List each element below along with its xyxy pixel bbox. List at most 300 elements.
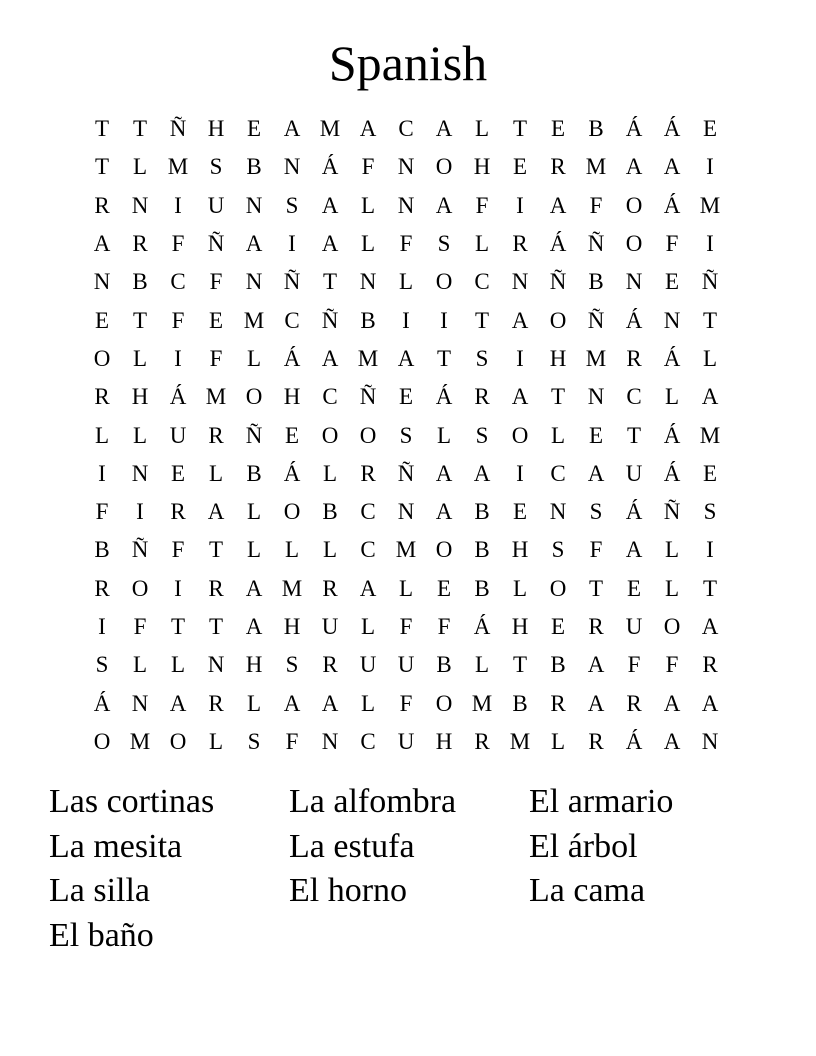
grid-letter[interactable]: E [436,575,452,601]
grid-letter[interactable]: A [435,499,453,525]
grid-letter[interactable]: Ñ [549,269,567,295]
grid-letter[interactable]: C [398,116,414,142]
grid-row [83,301,729,339]
grid-letter[interactable]: Á [321,154,339,180]
grid-letter[interactable]: F [589,537,603,563]
grid-letter[interactable]: Ñ [663,499,681,525]
grid-letter[interactable]: N [93,269,111,295]
grid-letter[interactable]: M [129,728,151,754]
grid-letter[interactable]: T [588,575,604,601]
grid-letter[interactable]: Ñ [169,116,187,142]
grid-letter[interactable]: Á [283,345,301,371]
grid-letter[interactable]: F [437,614,451,639]
grid-letter[interactable]: T [132,307,148,333]
grid-letter[interactable]: L [360,690,376,716]
grid-letter[interactable]: B [360,307,376,333]
grid-letter[interactable]: C [360,499,376,525]
grid-letter[interactable]: S [551,537,565,563]
grid-letter[interactable]: R [322,575,338,601]
grid-letter[interactable]: B [474,537,490,563]
grid-letter[interactable]: Ñ [587,231,605,257]
grid-letter[interactable]: Á [663,192,681,218]
grid-letter[interactable]: Á [435,384,453,410]
grid-letter[interactable]: M [585,154,607,180]
grid-letter[interactable]: T [512,116,528,142]
grid-letter[interactable]: A [511,307,529,333]
grid-letter[interactable]: F [171,537,185,563]
grid-letter[interactable]: R [474,728,490,754]
grid-letter[interactable]: M [585,345,607,371]
grid-letter[interactable]: E [664,269,680,295]
grid-letter[interactable]: M [699,192,721,218]
grid-letter[interactable]: T [702,575,718,601]
grid-letter[interactable]: E [550,614,566,639]
grid-letter[interactable]: E [702,116,718,142]
grid-letter[interactable]: L [360,231,376,257]
grid-letter[interactable]: A [245,614,263,639]
grid-letter[interactable]: R [512,231,528,257]
grid-letter[interactable]: E [284,422,300,448]
grid-letter[interactable]: B [588,116,604,142]
grid-letter[interactable]: T [94,154,110,180]
grid-letter[interactable]: T [512,652,528,678]
grid-letter[interactable]: O [169,728,187,754]
grid-letter[interactable]: I [402,307,410,333]
grid-letter[interactable]: Ñ [245,422,263,448]
grid-letter[interactable]: N [245,269,263,295]
grid-letter[interactable]: B [588,269,604,295]
grid-letter[interactable]: Á [625,307,643,333]
grid-letter[interactable]: M [167,154,189,180]
grid-letter[interactable]: R [132,231,148,257]
grid-letter[interactable]: A [435,192,453,218]
grid-letter[interactable]: L [360,192,376,218]
grid-letter[interactable]: E [512,499,528,525]
grid-letter[interactable]: R [626,345,642,371]
grid-letter[interactable]: U [207,192,225,218]
grid-letter[interactable]: L [284,537,300,563]
grid-letter[interactable]: S [399,422,413,448]
grid-letter[interactable]: Ñ [283,269,301,295]
grid-letter[interactable]: Ñ [587,307,605,333]
grid-letter[interactable]: S [475,345,489,371]
grid-letter[interactable]: O [93,345,111,371]
grid-letter[interactable]: Ñ [321,307,339,333]
grid-letter[interactable]: E [94,307,110,333]
grid-letter[interactable]: A [93,231,111,257]
grid-letter[interactable]: U [625,460,643,486]
grid-letter[interactable]: R [550,154,566,180]
grid-letter[interactable]: A [663,154,681,180]
grid-letter[interactable]: U [397,728,415,754]
grid-letter[interactable]: Ñ [701,269,719,295]
word-list-item: El armario [529,783,674,820]
grid-letter[interactable]: O [93,728,111,754]
grid-letter[interactable]: N [397,154,415,180]
grid-letter[interactable]: H [511,614,529,639]
grid-letter[interactable]: R [474,384,490,410]
grid-letter[interactable]: M [699,422,721,448]
grid-letter[interactable]: E [550,116,566,142]
grid-letter[interactable]: L [170,652,186,678]
grid-letter[interactable]: F [171,307,185,333]
grid-letter[interactable]: L [132,422,148,448]
grid-letter[interactable]: A [625,537,643,563]
grid-letter[interactable]: U [397,652,415,678]
grid-letter[interactable]: T [322,269,338,295]
grid-letter[interactable]: O [625,192,643,218]
grid-letter[interactable]: C [474,269,490,295]
grid-letter[interactable]: L [474,652,490,678]
grid-letter[interactable]: Á [625,116,643,142]
grid-letter[interactable]: L [322,537,338,563]
grid-letter[interactable]: I [440,307,448,333]
grid-letter[interactable]: I [516,460,524,486]
grid-letter[interactable]: N [131,460,149,486]
grid-letter[interactable]: M [509,728,531,754]
grid-letter[interactable]: I [706,154,714,180]
grid-letter[interactable]: L [550,422,566,448]
grid-letter[interactable]: I [516,345,524,371]
grid-letter[interactable]: T [550,384,566,410]
grid-letter[interactable]: N [397,499,415,525]
grid-letter[interactable]: I [174,345,182,371]
grid-letter[interactable]: S [247,728,261,754]
grid-letter[interactable]: O [435,537,453,563]
grid-letter[interactable]: A [625,154,643,180]
grid-letter[interactable]: T [208,537,224,563]
grid-letter[interactable]: A [397,345,415,371]
grid-letter[interactable]: R [170,499,186,525]
grid-letter[interactable]: M [319,116,341,142]
grid-letter[interactable]: Á [663,116,681,142]
grid-letter[interactable]: L [436,422,452,448]
grid-letter[interactable]: E [208,307,224,333]
grid-letter[interactable]: M [471,690,493,716]
grid-letter[interactable]: L [132,652,148,678]
grid-letter[interactable]: H [283,614,301,639]
grid-letter[interactable]: R [702,652,718,678]
grid-letter[interactable]: N [131,690,149,716]
grid-letter[interactable]: H [473,154,491,180]
grid-letter[interactable]: O [549,575,567,601]
grid-letter[interactable]: Ñ [207,231,225,257]
grid-letter[interactable]: L [664,537,680,563]
grid-letter[interactable]: S [437,231,451,257]
grid-letter[interactable]: I [136,499,144,525]
grid-letter[interactable]: A [283,690,301,716]
grid-letter[interactable]: O [435,154,453,180]
grid-letter[interactable]: L [132,345,148,371]
grid-letter[interactable]: B [436,652,452,678]
grid-letter[interactable]: Ñ [131,537,149,563]
grid-letter[interactable]: L [702,345,718,371]
grid-letter[interactable]: L [132,154,148,180]
grid-letter[interactable]: O [321,422,339,448]
grid-letter[interactable]: Ñ [397,460,415,486]
grid-letter[interactable]: L [474,116,490,142]
word-list-item: La cama [529,872,646,910]
grid-letter[interactable]: A [663,728,681,754]
grid-letter[interactable]: R [626,690,642,716]
grid-letter[interactable]: F [627,652,641,678]
grid-letter[interactable]: S [285,652,299,678]
grid-letter[interactable]: L [246,690,262,716]
grid-letter[interactable]: O [435,690,453,716]
grid-letter[interactable]: M [357,345,379,371]
grid-letter[interactable]: T [702,307,718,333]
grid-letter[interactable]: I [288,231,296,257]
grid-letter[interactable]: B [94,537,110,563]
grid-letter[interactable]: S [703,499,717,525]
grid-letter[interactable]: Á [169,384,187,410]
grid-letter[interactable]: F [589,192,603,218]
grid-letter[interactable]: I [706,231,714,257]
grid-letter[interactable]: F [209,269,223,295]
grid-letter[interactable]: R [94,575,110,601]
grid-letter[interactable]: A [663,690,681,716]
grid-letter[interactable]: E [588,422,604,448]
grid-letter[interactable]: A [245,231,263,257]
grid-letter[interactable]: I [516,192,524,218]
grid-letter[interactable]: M [243,307,265,333]
grid-letter[interactable]: N [701,728,719,754]
grid-letter[interactable]: L [474,231,490,257]
grid-letter[interactable]: C [284,307,300,333]
grid-letter[interactable]: F [399,690,413,716]
grid-letter[interactable]: H [283,384,301,410]
grid-letter[interactable]: S [589,499,603,525]
grid-letter[interactable]: H [435,728,453,754]
grid-letter[interactable]: H [131,384,149,410]
grid-letter[interactable]: C [170,269,186,295]
grid-letter[interactable]: A [549,192,567,218]
grid-letter[interactable]: L [208,460,224,486]
grid-row [83,263,729,301]
grid-letter[interactable]: A [435,460,453,486]
grid-letter[interactable]: T [208,614,224,639]
grid-letter[interactable]: Á [625,499,643,525]
grid-letter[interactable]: N [359,269,377,295]
grid-letter[interactable]: R [208,690,224,716]
grid-letter[interactable]: A [511,384,529,410]
grid-letter[interactable]: R [208,422,224,448]
grid-letter[interactable]: E [702,460,718,486]
grid-letter[interactable]: U [359,652,377,678]
grid-letter[interactable]: B [132,269,148,295]
grid-letter[interactable]: N [131,192,149,218]
grid-letter[interactable]: O [435,269,453,295]
grid-letter[interactable]: S [95,652,109,678]
grid-letter[interactable]: F [133,614,147,639]
grid-letter[interactable]: L [664,384,680,410]
grid-letter[interactable]: O [549,307,567,333]
grid-letter[interactable]: B [512,690,528,716]
grid-letter[interactable]: R [360,460,376,486]
grid-letter[interactable]: Á [473,614,491,639]
grid-letter[interactable]: I [98,614,106,639]
grid-letter[interactable]: B [474,575,490,601]
grid-letter[interactable]: S [209,154,223,180]
grid-letter[interactable]: S [475,422,489,448]
grid-letter[interactable]: A [321,690,339,716]
grid-letter[interactable]: Á [625,728,643,754]
grid-letter[interactable]: H [207,116,225,142]
grid-letter[interactable]: A [321,192,339,218]
grid-letter[interactable]: L [550,728,566,754]
grid-letter[interactable]: A [283,116,301,142]
grid-letter[interactable]: L [512,575,528,601]
grid-letter[interactable]: U [321,614,339,639]
grid-letter[interactable]: A [321,345,339,371]
grid-letter[interactable]: O [283,499,301,525]
grid-letter[interactable]: Á [663,345,681,371]
grid-letter[interactable]: L [246,345,262,371]
grid-letter[interactable]: E [512,154,528,180]
grid-letter[interactable]: N [245,192,263,218]
grid-letter[interactable]: O [359,422,377,448]
grid-letter[interactable]: T [436,345,452,371]
grid-row [83,378,729,416]
grid-letter[interactable]: H [245,652,263,678]
grid-letter[interactable]: F [475,192,489,218]
grid-letter[interactable]: F [399,614,413,639]
grid-letter[interactable]: C [550,460,566,486]
grid-letter[interactable]: F [209,345,223,371]
grid-letter[interactable]: R [588,728,604,754]
word-list-item: El horno [289,872,408,910]
grid-letter[interactable]: C [626,384,642,410]
grid-letter[interactable]: T [626,422,642,448]
grid-letter[interactable]: M [395,537,417,563]
grid-letter[interactable]: A [359,116,377,142]
grid-letter[interactable]: C [360,537,376,563]
grid-letter[interactable]: H [511,537,529,563]
grid-letter[interactable]: O [511,422,529,448]
grid-letter[interactable]: Ñ [359,384,377,410]
grid-letter[interactable]: L [398,269,414,295]
grid-letter[interactable]: A [701,384,719,410]
grid-letter[interactable]: R [94,384,110,410]
grid-letter[interactable]: L [664,575,680,601]
grid-letter[interactable]: A [435,116,453,142]
grid-letter[interactable]: B [322,499,338,525]
grid-letter[interactable]: N [549,499,567,525]
grid-letter[interactable]: A [701,614,719,639]
grid-letter[interactable]: A [359,575,377,601]
grid-row [83,148,729,186]
grid-letter[interactable]: M [205,384,227,410]
grid-letter[interactable]: R [208,575,224,601]
grid-letter[interactable]: R [550,690,566,716]
grid-letter[interactable]: O [245,384,263,410]
grid-letter[interactable]: R [94,192,110,218]
grid-row [83,187,729,225]
grid-letter[interactable]: B [474,499,490,525]
grid-letter[interactable]: O [131,575,149,601]
grid-letter[interactable]: I [706,537,714,563]
grid-letter[interactable]: Á [93,690,111,716]
grid-letter[interactable]: N [587,384,605,410]
grid-letter[interactable]: I [174,192,182,218]
grid-letter[interactable]: L [246,537,262,563]
grid-letter[interactable]: F [665,652,679,678]
grid-letter[interactable]: O [625,231,643,257]
grid-letter[interactable]: L [360,614,376,639]
grid-letter[interactable]: T [170,614,186,639]
grid-letter[interactable]: U [625,614,643,639]
grid-row [83,684,729,722]
grid-letter[interactable]: A [587,690,605,716]
grid-letter[interactable]: F [399,231,413,257]
grid-letter[interactable]: L [398,575,414,601]
grid-letter[interactable]: F [95,499,109,525]
grid-letter[interactable]: B [246,460,262,486]
grid-letter[interactable]: L [94,422,110,448]
grid-letter[interactable]: A [245,575,263,601]
grid-letter[interactable]: C [360,728,376,754]
grid-letter[interactable]: I [174,575,182,601]
grid-letter[interactable]: E [398,384,414,410]
grid-letter[interactable]: Á [283,460,301,486]
grid-letter[interactable]: S [285,192,299,218]
grid-letter[interactable]: I [98,460,106,486]
grid-letter[interactable]: N [397,192,415,218]
grid-letter[interactable]: U [169,422,187,448]
grid-letter[interactable]: E [170,460,186,486]
grid-letter[interactable]: L [322,460,338,486]
grid-letter[interactable]: N [283,154,301,180]
grid-letter[interactable]: T [474,307,490,333]
grid-letter[interactable]: L [246,499,262,525]
grid-letter[interactable]: N [207,652,225,678]
grid-letter[interactable]: L [208,728,224,754]
grid-letter[interactable]: Á [663,422,681,448]
grid-letter[interactable]: T [132,116,148,142]
word-list-item: La alfombra [289,783,457,820]
grid-letter[interactable]: F [361,154,375,180]
grid-letter[interactable]: A [701,690,719,716]
grid-letter[interactable]: F [171,231,185,257]
grid-row [83,455,729,493]
grid-letter[interactable]: C [322,384,338,410]
grid-letter[interactable]: T [94,116,110,142]
grid-letter[interactable]: B [246,154,262,180]
grid-letter[interactable]: F [285,728,299,754]
grid-letter[interactable]: R [322,652,338,678]
grid-letter[interactable]: M [281,575,303,601]
grid-letter[interactable]: A [207,499,225,525]
grid-letter[interactable]: A [587,460,605,486]
grid-letter[interactable]: E [626,575,642,601]
grid-letter[interactable]: R [588,614,604,639]
grid-letter[interactable]: N [511,269,529,295]
grid-letter[interactable]: A [321,231,339,257]
grid-letter[interactable]: A [587,652,605,678]
grid-letter[interactable]: A [169,690,187,716]
grid-letter[interactable]: Á [549,231,567,257]
grid-letter[interactable]: N [625,269,643,295]
grid-letter[interactable]: H [549,345,567,371]
grid-letter[interactable]: A [473,460,491,486]
grid-letter[interactable]: B [550,652,566,678]
grid-letter[interactable]: O [663,614,681,639]
grid-letter[interactable]: F [665,231,679,257]
grid-letter[interactable]: E [246,116,262,142]
grid-letter[interactable]: N [321,728,339,754]
grid-letter[interactable]: N [663,307,681,333]
grid-letter[interactable]: Á [663,460,681,486]
